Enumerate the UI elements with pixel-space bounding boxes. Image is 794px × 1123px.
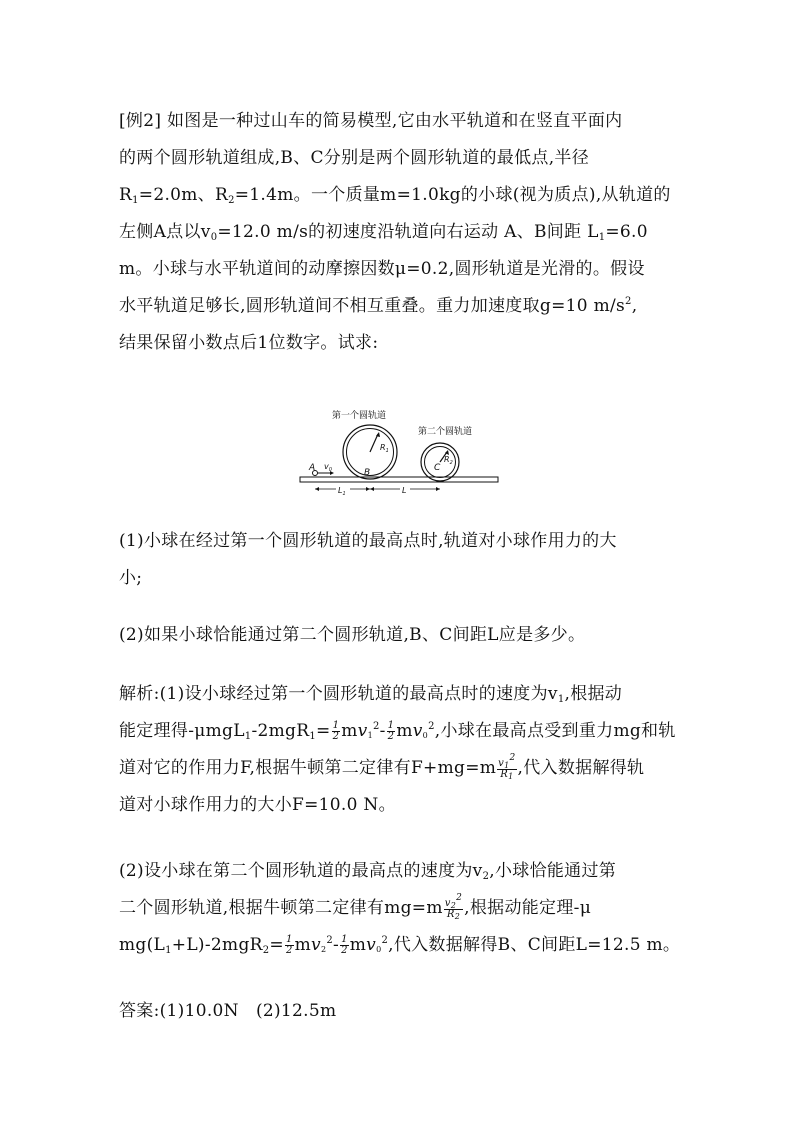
fraction-half: $\frac{1}{2}$	[332, 720, 340, 742]
label-L1: L	[338, 486, 343, 495]
question-1-line-1: (1)小球在经过第一个圆形轨道的最高点时,轨道对小球作用力的大	[119, 531, 617, 551]
svg-text:R2	[444, 455, 453, 466]
horizontal-track	[300, 477, 498, 482]
solution2-line-1: (2)设小球在第二个圆形轨道的最高点的速度为$v_2$,小球恰能通过第	[119, 861, 617, 882]
problem-line-6: 水平轨道足够长,圆形轨道间不相互重叠。重力加速度取g=10 $m/s^2$,	[119, 296, 638, 316]
problem-line-7: 结果保留小数点后1位数字。试求:	[119, 333, 379, 353]
solution2-line-2: 二个圆形轨道,根据牛顿第二定律有mg=m $\frac{v_22}{R_2}$ ,根据动能定理-μ	[119, 892, 592, 921]
label-L: L	[402, 486, 407, 495]
diagram-title-first-loop: 第一个圆轨道	[332, 411, 387, 421]
solution1-line-4: 道对小球作用力的大小F=10.0 N。	[119, 795, 396, 815]
label-R1: R	[380, 443, 386, 452]
fraction-half-2: $\frac{1}{2}$	[387, 720, 395, 742]
label-L1-sub: 1	[342, 491, 346, 496]
problem-line-4: 左侧A点以$v_0=12.0$ m/s的初速度沿轨道向右运动 A、B间距 $L_1=6.0$	[119, 222, 648, 243]
question-1	[119, 523, 679, 597]
fraction-half-3: $\frac{1}{2}$	[285, 934, 293, 956]
solution1-line-3: 道对它的作用力F,根据牛顿第二定律有F+mg=m $\frac{v_12}{R_1}$ ,代入数据解得轨	[119, 752, 645, 781]
label-R2: R	[444, 455, 450, 464]
svg-text:R1	[380, 443, 389, 454]
fraction-v2-r2: $\frac{v_22}{R_2}$	[444, 892, 463, 921]
radius-r1-line	[370, 434, 378, 452]
roller-coaster-diagram	[298, 404, 500, 496]
diagram-title-second-loop: 第二个圆轨道	[418, 427, 473, 437]
question-2-line: (2)如果小球恰能通过第二个圆形轨道,B、C间距L应是多少。	[119, 625, 586, 645]
problem-line-1: [例2] 如图是一种过山车的简易模型,它由水平轨道和在竖直平面内	[119, 111, 623, 131]
problem-line-5: m。小球与水平轨道间的动摩擦因数μ=0.2,圆形轨道是光滑的。假设	[119, 259, 645, 279]
svg-text:v0	[324, 462, 332, 473]
question-2	[119, 617, 679, 654]
label-R1-sub: 1	[385, 448, 389, 454]
label-B: B	[364, 468, 371, 478]
solution1-line-2: 能定理得-μmgL$_1$-2mgR$_1$= $\frac{1}{2}$ $mv1^2-$ $\frac{1}{2}$ $mv0^2$,小球在最高点受到重力mg和轨	[119, 720, 676, 742]
fraction-v1-r1: $\frac{v_12}{R_1}$	[498, 752, 516, 781]
solution-part-1	[119, 676, 679, 824]
fraction-half-4: $\frac{1}{2}$	[341, 934, 348, 956]
question-1-line-2: 小;	[119, 568, 143, 588]
problem-statement	[119, 103, 679, 362]
label-v: v	[324, 462, 329, 471]
answer-line: 答案:(1)10.0N (2)12.5m	[119, 1001, 337, 1021]
label-v-sub: 0	[328, 467, 332, 473]
answer	[119, 993, 679, 1030]
solution1-line-1: 解析:(1)设小球经过第一个圆形轨道的最高点时的速度为$v_1$,根据动	[119, 684, 623, 705]
problem-line-3: $R_1=2.0m$、$R_2=1.4m$。一个质量m=1.0kg的小球(视为质点),从轨道的	[119, 185, 671, 206]
label-A: A	[309, 463, 316, 473]
solution-part-2	[119, 853, 679, 964]
solution2-line-3: $mg(L_1+L)-2mgR_2=$ $\frac{1}{2}$ $mv2^2-$ $\frac{1}{2}$ $mv0^2$,代入数据解得B、C间距L=12.5 m。	[119, 934, 681, 956]
problem-line-2: 的两个圆形轨道组成,B、C分别是两个圆形轨道的最低点,半径	[119, 148, 590, 168]
label-R2-sub: 2	[449, 460, 453, 466]
label-C: C	[434, 463, 441, 473]
